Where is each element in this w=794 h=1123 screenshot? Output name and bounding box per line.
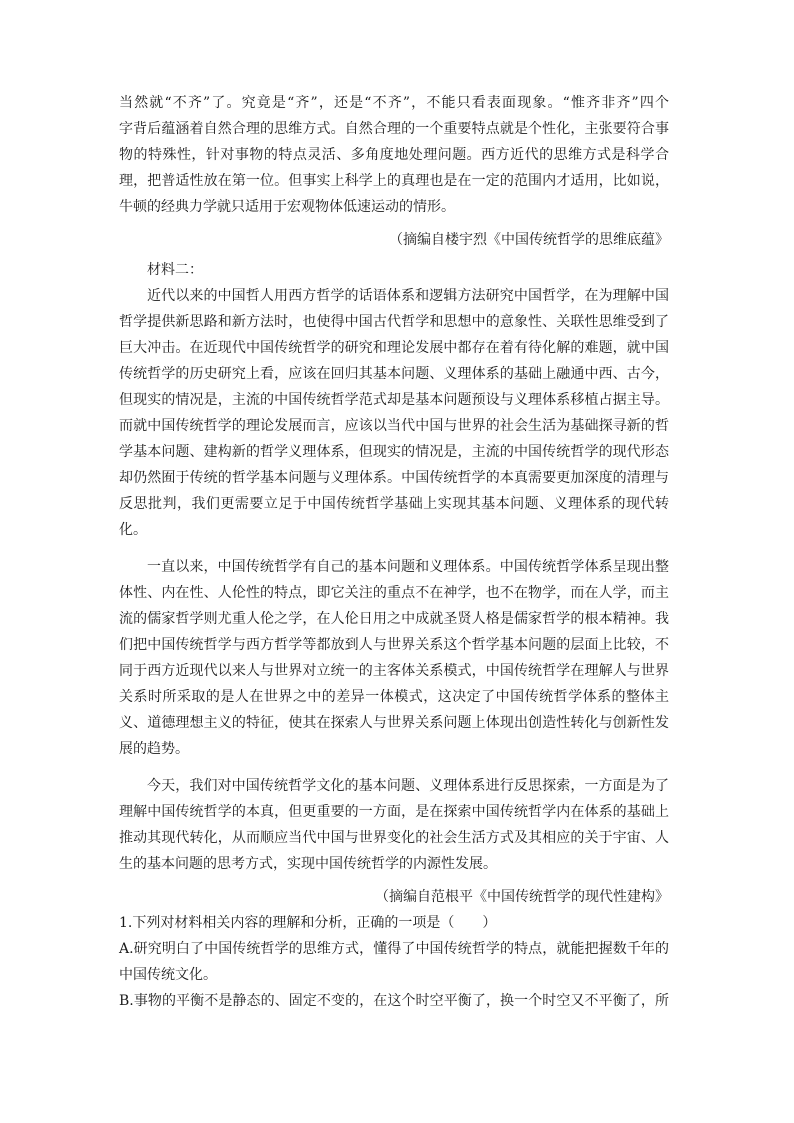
text-line: 流的儒家哲学则尤重人伦之学，在人伦日用之中成就圣贤人格是儒家哲学的根本精神。我 — [119, 611, 669, 627]
text-line: 化。 — [119, 522, 147, 538]
text-line: 学基本问题、建构新的哲学义理体系，但现实的情况是，主流的中国传统哲学的现代形态 — [119, 444, 669, 460]
text-line: 展的趋势。 — [119, 741, 189, 757]
text-line: 们把中国传统哲学与西方哲学等都放到人与世界关系这个哲学基本问题的层面上比较，不 — [119, 637, 669, 653]
text-line: 生的基本问题的思考方式，实现中国传统哲学的内源性发展。 — [119, 856, 497, 872]
text-line: 推动其现代转化，从而顺应当代中国与世界变化的社会生活方式及其相应的关于宇宙、人 — [119, 830, 669, 846]
option-a-continued: 中国传统文化。 — [119, 967, 217, 983]
option-a: A.研究明白了中国传统哲学的思维方式，懂得了中国传统哲学的特点，就能把握数千年的 — [119, 941, 669, 957]
text-line: 当然就“不齐”了。究竟是“齐”，还是“不齐”，不能只看表面现象。“惟齐非齐”四个 — [119, 95, 669, 111]
option-b: B.事物的平衡不是静态的、固定不变的，在这个时空平衡了，换一个时空又不平衡了，所 — [119, 993, 669, 1009]
text-line: 理，把普适性放在第一位。但事实上科学上的真理也是在一定的范围内才适用，比如说， — [119, 173, 669, 189]
text-line: 一直以来，中国传统哲学有自己的基本问题和义理体系。中国传统哲学体系呈现出整 — [147, 559, 669, 575]
text-line: 哲学提供新思路和新方法时，也使得中国古代哲学和思想中的意象性、关联性思维受到了 — [119, 314, 669, 330]
text-line: 牛顿的经典力学就只适用于宏观物体低速运动的情形。 — [119, 199, 455, 215]
text-line: 反思批判，我们更需要立足于中国传统哲学基础上实现其基本问题、义理体系的现代转 — [119, 496, 669, 512]
text-line: 但现实的情况是，主流的中国传统哲学范式却是基本问题预设与义理体系移植占据主导。 — [119, 392, 669, 408]
text-line: 理解中国传统哲学的本真，但更重要的一方面，是在探索中国传统哲学内在体系的基础上 — [119, 804, 669, 820]
section-heading: 材料二： — [147, 262, 203, 278]
text-line: 字背后蕴涵着自然合理的思维方式。自然合理的一个重要特点就是个性化，主张要符合事 — [119, 121, 669, 137]
text-line: 近代以来的中国哲人用西方哲学的话语体系和逻辑方法研究中国哲学，在为理解中国 — [147, 288, 669, 304]
text-line: 义、道德理想主义的特征，使其在探索人与世界关系问题上体现出创造性转化与创新性发 — [119, 715, 669, 731]
text-line: 而就中国传统哲学的理论发展而言，应该以当代中国与世界的社会生活为基础探寻新的哲 — [119, 418, 669, 434]
text-line: 同于西方近现代以来人与世界对立统一的主客体关系模式，中国传统哲学在理解人与世界 — [119, 663, 669, 679]
source-citation: （摘编自范根平《中国传统哲学的现代性建构》 — [375, 889, 669, 905]
question-stem: 1.下列对材料相关内容的理解和分析，正确的一项是（ ） — [119, 915, 497, 931]
text-line: 关系时所采取的是人在世界之中的差异一体模式，这决定了中国传统哲学体系的整体主 — [119, 689, 669, 705]
source-citation: （摘编自楼宇烈《中国传统哲学的思维底蕴》 — [389, 232, 669, 248]
text-line: 体性、内在性、人伦性的特点，即它关注的重点不在神学，也不在物学，而在人学，而主 — [119, 585, 669, 601]
text-line: 今天，我们对中国传统哲学文化的基本问题、义理体系进行反思探索，一方面是为了 — [147, 778, 669, 794]
text-line: 却仍然囿于传统的哲学基本问题与义理体系。中国传统哲学的本真需要更加深度的清理与 — [119, 470, 669, 486]
text-line: 传统哲学的历史研究上看，应该在回归其基本问题、义理体系的基础上融通中西、古今， — [119, 366, 669, 382]
text-line: 物的特殊性，针对事物的特点灵活、多角度地处理问题。西方近代的思维方式是科学合 — [119, 147, 669, 163]
text-line: 巨大冲击。在近现代中国传统哲学的研究和理论发展中都存在着有待化解的难题，就中国 — [119, 340, 669, 356]
